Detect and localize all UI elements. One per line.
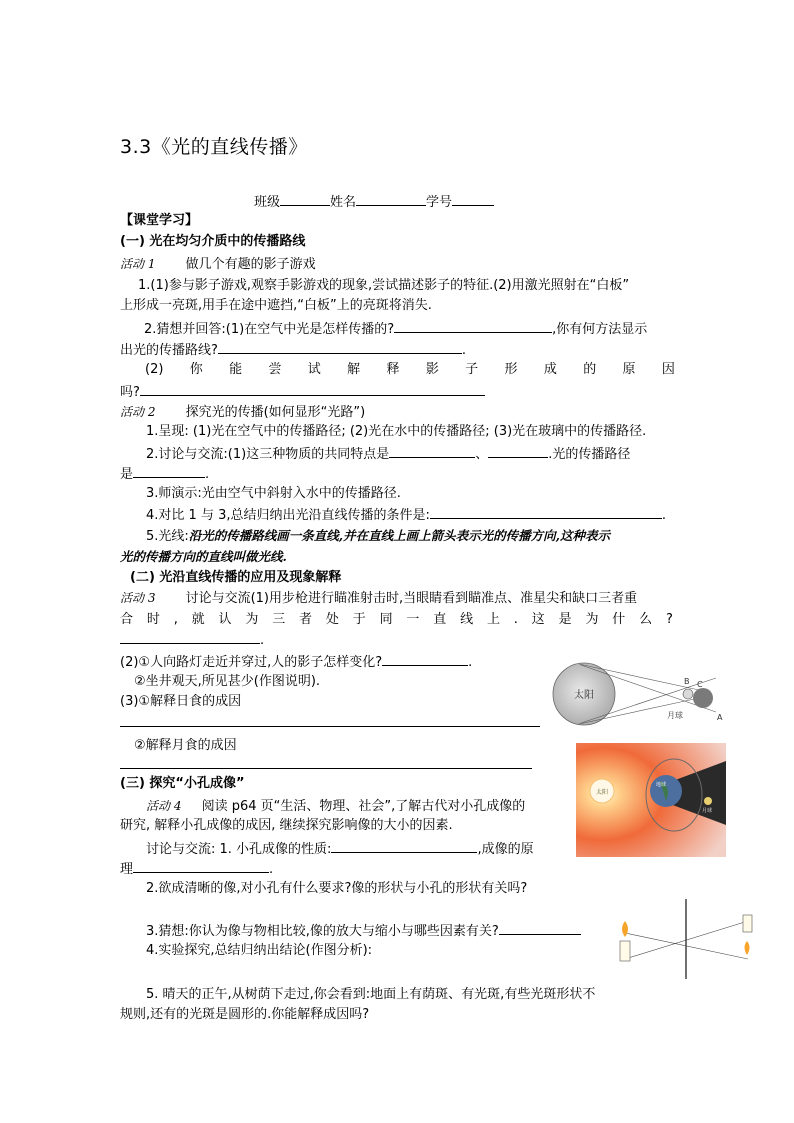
sun-label: 太阳 <box>574 690 594 701</box>
paragraph-13: ②解释月食的成因 <box>134 738 237 753</box>
char: 者 <box>299 612 313 627</box>
char: 解 <box>347 362 361 377</box>
question-15: 讨论与交流: 1. 小孔成像的性质: <box>146 842 332 857</box>
question-17: 3.猜想:你认为像与物相比较,像的放大与缩小与哪些因素有关? <box>146 924 499 939</box>
activity-2-text: 探究光的传播(如何显形“光路”) <box>185 405 366 420</box>
answer-blank-5-3[interactable] <box>133 465 205 478</box>
paragraph-15b: 理 . <box>120 862 274 877</box>
char: 认 <box>218 612 232 627</box>
char: 子 <box>465 362 479 377</box>
moon-label: 月球 <box>667 711 683 720</box>
question-15-b: 理 <box>120 862 134 877</box>
activity-1-text: 做几个有趣的影子游戏 <box>185 257 316 272</box>
answer-blank-15-b[interactable] <box>133 860 269 873</box>
question-5-b: 是 <box>120 467 134 482</box>
earth-label: 地球 <box>656 782 667 788</box>
answer-blank-15[interactable] <box>331 840 477 853</box>
char: 上 <box>486 612 500 627</box>
char: 合 <box>120 612 134 627</box>
char: 线 <box>460 612 474 627</box>
paragraph-6: 3.师演示:光由空气中斜射入水中的传播路径. <box>146 486 401 501</box>
answer-blank-7[interactable] <box>430 506 662 519</box>
char: 影 <box>425 362 439 377</box>
activity-2-label: 活动 2 <box>120 405 156 419</box>
separator: 、 <box>475 447 489 462</box>
paragraph-8b: 光的传播方向的直线叫做光线. <box>120 549 287 564</box>
paragraph-2a <box>144 320 647 338</box>
activity-3-label: 活动 3 <box>120 591 156 605</box>
name-blank[interactable] <box>356 193 426 206</box>
paragraph-17 <box>146 922 581 940</box>
id-label: 学号 <box>426 195 453 210</box>
activity-2 <box>120 404 365 421</box>
char: 三 <box>272 612 286 627</box>
char: ? <box>665 612 673 627</box>
activity-3-text: 讨论与交流(1)用步枪进行瞄准射击时,当眼睛看到瞄准点、准星尖和缺口三者重 <box>185 591 638 606</box>
question-2-1: 2.猜想并回答:(1)在空气中光是怎样传播的? <box>144 322 395 337</box>
question-3-tail: 吗? <box>120 385 140 400</box>
paragraph-14: 研究, 解释小孔成像的成因, 继续探究影响像的大小的因素. <box>120 818 453 833</box>
char: 试 <box>307 362 321 377</box>
answer-blank-10[interactable] <box>382 653 468 666</box>
paragraph-12: (3)①解释日食的成因 <box>120 694 242 709</box>
solar-eclipse-figure <box>551 660 731 728</box>
char: 的 <box>583 362 597 377</box>
char: 释 <box>386 362 400 377</box>
paragraph-10: (2)①人向路灯走近并穿过,人的影子怎样变化? . <box>120 655 473 670</box>
char: 一 <box>406 612 420 627</box>
activity-4 <box>146 798 525 815</box>
paragraph-1b: 上形成一亮斑,用手在途中遮挡,“白板”上的亮斑将消失. <box>120 298 432 313</box>
class-label: 班级 <box>254 195 281 210</box>
paragraph-19b: 规则,还有的光斑是圆形的.你能解释成因吗? <box>120 1007 370 1022</box>
question-15-tail: ,成像的原 <box>477 842 534 857</box>
paragraph-11: ②坐井观天,所见甚少(作图说明). <box>134 674 321 689</box>
label-b: B <box>684 677 690 686</box>
lunar-eclipse-figure <box>576 743 726 857</box>
answer-blank-9[interactable] <box>120 631 260 644</box>
section-classroom: 【课堂学习】 <box>120 213 199 228</box>
activity-4-text: 阅读 p64 页“生活、物理、社会”,了解古代对小孔成像的 <box>201 799 526 814</box>
sun-label: 太阳 <box>596 789 609 796</box>
activity-3 <box>120 590 637 607</box>
paragraph-5a <box>146 445 630 463</box>
char: 形 <box>504 362 518 377</box>
paragraph-5b: 是 . <box>120 467 210 482</box>
char: 能 <box>229 362 243 377</box>
char: 尝 <box>268 362 282 377</box>
char: 因 <box>661 362 675 377</box>
paragraph-15a <box>146 840 534 858</box>
image-candle-shape <box>743 915 752 932</box>
answer-blank-2-1[interactable] <box>394 320 552 333</box>
paragraph-18: 4.实验探究,总结归纳出结论(作图分析): <box>146 943 373 958</box>
question-2-2: 出光的传播路线? <box>120 343 218 358</box>
paragraph-2b: 出光的传播路线? . <box>120 343 467 358</box>
char: 时 <box>146 612 160 627</box>
question-5: 2.讨论与交流:(1)这三种物质的共同特点是 <box>146 447 390 462</box>
inverted-flame-icon <box>745 941 750 955</box>
char: . <box>513 612 518 627</box>
activity-1-label: 活动 1 <box>120 257 156 271</box>
light-ray-term: 5.光线: <box>146 529 189 544</box>
answer-blank-5-2[interactable] <box>488 445 548 458</box>
paragraph-16: 2.欲成清晰的像,对小孔有什么要求?像的形状与小孔的形状有关吗? <box>146 881 528 896</box>
question-10: (2)①人向路灯走近并穿过,人的影子怎样变化? <box>120 655 383 670</box>
question-7: 4.对比 1 与 3,总结归纳出光沿直线传播的条件是: <box>146 508 430 523</box>
label-a: A <box>717 713 723 722</box>
name-label: 姓名 <box>330 195 357 210</box>
section-1-heading: (一) 光在均匀介质中的传播路线 <box>120 234 306 249</box>
light-ray-definition: 沿光的传播路线画一条直线,并在直线上画上箭头表示光的传播方向,这种表示 <box>188 528 611 543</box>
candle-shape <box>620 941 630 961</box>
section-3-heading: (三) 探究“小孔成像” <box>120 776 245 791</box>
answer-line-9[interactable]: . <box>120 631 264 649</box>
char: 成 <box>543 362 557 377</box>
char: 为 <box>245 612 259 627</box>
paragraph-1a: 1.(1)参与影子游戏,观察手影游戏的现象,尝试描述影子的特征.(2)用激光照射在“白板” <box>138 278 630 293</box>
activity-4-label: 活动 4 <box>146 799 182 813</box>
question-5-tail: .光的传播路径 <box>548 447 631 462</box>
earth-shape <box>693 688 713 708</box>
paragraph-19a: 5. 晴天的正午,从树荫下走过,你会看到:地面上有荫斑、有光斑,有些光斑形状不 <box>146 987 596 1002</box>
label-c: C <box>697 680 703 689</box>
section-2-heading: (二) 光沿直线传播的应用及现象解释 <box>130 570 342 585</box>
char: 什 <box>612 612 626 627</box>
answer-blank-5-1[interactable] <box>389 445 475 458</box>
paragraph-7: 4.对比 1 与 3,总结归纳出光沿直线传播的条件是: . <box>146 508 666 523</box>
paragraph-4: 1.呈现: (1)光在空气中的传播路径; (2)光在水中的传播路径; (3)光在玻璃中的传播路径. <box>146 424 647 439</box>
char: 为 <box>585 612 599 627</box>
char: (2) <box>145 362 164 377</box>
moon-shape <box>683 689 693 699</box>
paragraph-3a <box>145 362 675 378</box>
pinhole-camera-figure <box>612 897 755 981</box>
class-blank[interactable] <box>280 193 330 206</box>
id-blank[interactable] <box>452 193 494 206</box>
paragraph-9 <box>120 612 673 628</box>
answer-blank-2-2[interactable] <box>218 341 462 354</box>
flame-icon <box>622 921 628 937</box>
page-title: 3.3《光的直线传播》 <box>120 136 308 158</box>
paragraph-8a <box>146 528 610 545</box>
char: 你 <box>189 362 203 377</box>
char: 这 <box>531 612 545 627</box>
answer-blank-17[interactable] <box>499 922 581 935</box>
answer-line-13[interactable] <box>120 768 532 769</box>
moon-label: 月球 <box>702 808 713 814</box>
char: , <box>173 612 178 627</box>
answer-line-12[interactable] <box>120 726 540 727</box>
student-info-line <box>254 193 494 211</box>
char: 直 <box>433 612 447 627</box>
paragraph-3b <box>120 383 485 401</box>
char: 么 <box>639 612 653 627</box>
activity-1 <box>120 256 316 273</box>
char: 是 <box>558 612 572 627</box>
char: 同 <box>379 612 393 627</box>
char: 处 <box>325 612 339 627</box>
answer-blank-3[interactable] <box>140 383 485 396</box>
char: 原 <box>622 362 636 377</box>
question-2-1-tail: ,你有何方法显示 <box>552 322 648 337</box>
moon-shape <box>704 797 712 805</box>
char: 就 <box>191 612 205 627</box>
char: 于 <box>352 612 366 627</box>
